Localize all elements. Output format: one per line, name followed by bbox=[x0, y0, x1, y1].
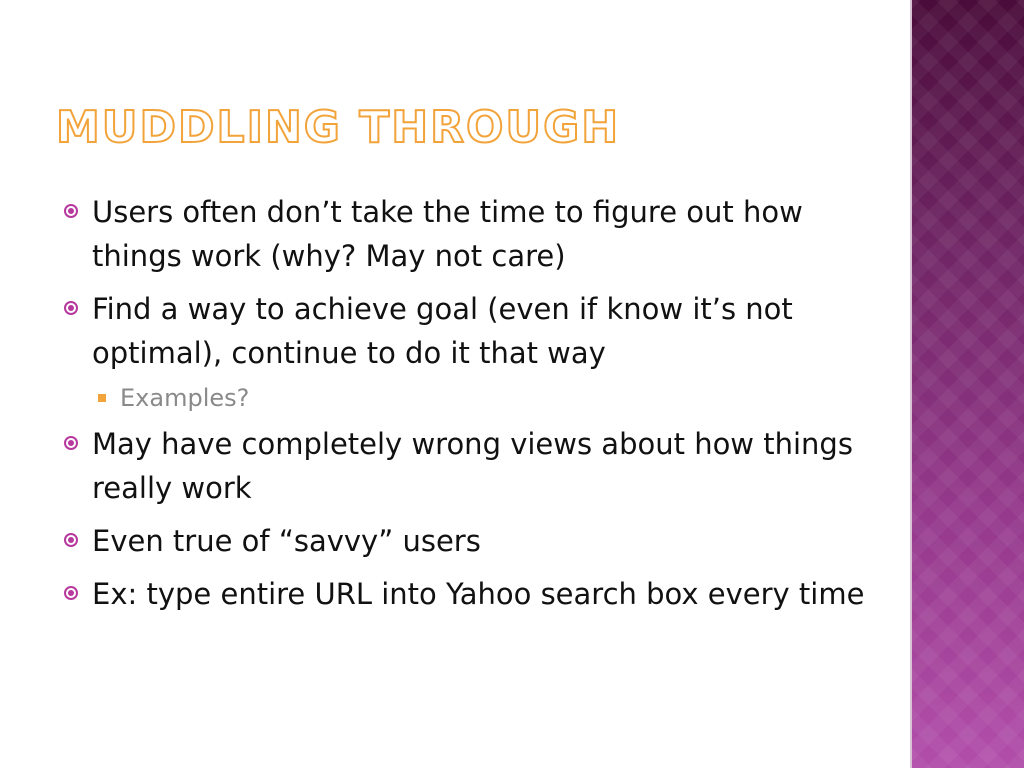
circled-dot-icon bbox=[64, 204, 78, 218]
bullet-item bbox=[62, 519, 872, 563]
slide-title: MUDDLING THROUGH bbox=[56, 102, 621, 153]
circled-dot-icon bbox=[64, 586, 78, 600]
sub-bullet-text: Examples? bbox=[120, 384, 250, 412]
decorative-sidebar bbox=[912, 0, 1024, 768]
bullet-text: Users often don’t take the time to figure out how things work (why? May not care) bbox=[92, 195, 803, 273]
bullet-text: Even true of “savvy” users bbox=[92, 524, 481, 558]
bullet-text: May have completely wrong views about how things really work bbox=[92, 427, 853, 505]
circled-dot-icon bbox=[64, 301, 78, 315]
bullet-list bbox=[62, 190, 872, 625]
bullet-text: Ex: type entire URL into Yahoo search box every time bbox=[92, 577, 865, 611]
bullet-item bbox=[62, 572, 872, 616]
bullet-item bbox=[62, 287, 872, 375]
circled-dot-icon bbox=[64, 436, 78, 450]
bullet-item bbox=[62, 190, 872, 278]
bullet-text: Find a way to achieve goal (even if know it’s not optimal), continue to do it that way bbox=[92, 292, 793, 370]
square-bullet-icon bbox=[98, 394, 106, 402]
circled-dot-icon bbox=[64, 533, 78, 547]
bullet-item bbox=[62, 422, 872, 510]
sub-bullet-item bbox=[62, 380, 872, 416]
